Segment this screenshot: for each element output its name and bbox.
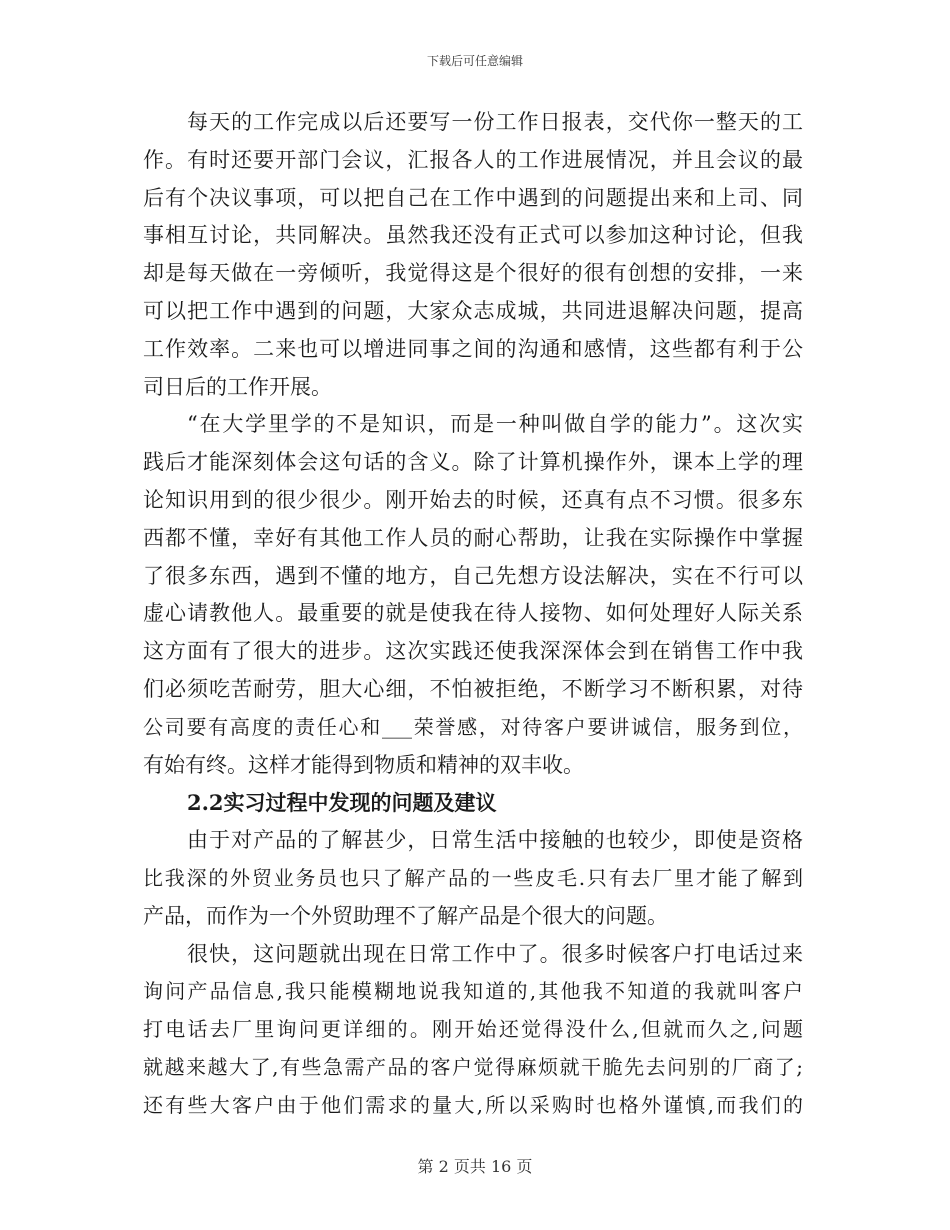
paragraph-line: 每天的工作完成以后还要写一份工作日报表，交代你一整天的工 bbox=[187, 110, 803, 134]
paragraph-line: 就越来越大了,有些急需产品的客户觉得麻烦就干脆先去问别的厂商了; bbox=[143, 1054, 803, 1079]
paragraph-line: 这方面有了很大的进步。这次实践还使我深深体会到在销售工作中我 bbox=[143, 639, 803, 664]
document-body bbox=[143, 104, 803, 1125]
paragraph-line: 打电话去厂里询问更详细的。刚开始还觉得没什么,但就而久之,问题 bbox=[143, 1017, 803, 1042]
paragraph-line: 们必须吃苦耐劳，胆大心细，不怕被拒绝，不断学习不断积累，对待 bbox=[143, 676, 803, 701]
paragraph-line: 还有些大客户由于他们需求的量大,所以采购时也格外谨慎,而我们的 bbox=[143, 1092, 803, 1117]
paragraph-line: 很快，这问题就出现在日常工作中了。很多时候客户打电话过来 bbox=[187, 941, 803, 966]
page-footer: 第 2 页共 16 页 bbox=[417, 1157, 533, 1176]
paragraph-line: “在大学里学的不是知识，而是一种叫做自学的能力”。这次实 bbox=[187, 412, 803, 437]
paragraph-line: 公司要有高度的责任心和___荣誉感，对待客户要讲诚信，服务到位， bbox=[143, 714, 803, 739]
paragraph-line: 却是每天做在一旁倾听，我觉得这是个很好的很有创想的安排，一来 bbox=[143, 261, 803, 286]
paragraph-line: 西都不懂，幸好有其他工作人员的耐心帮助，让我在实际操作中掌握 bbox=[143, 525, 803, 550]
paragraph-line: 产品，而作为一个外贸助理不了解产品是个很大的问题。 bbox=[143, 903, 668, 928]
paragraph-line: 践后才能深刻体会这句话的含义。除了计算机操作外，课本上学的理 bbox=[143, 450, 803, 475]
paragraph-line: 工作效率。二来也可以增进同事之间的沟通和感情，这些都有利于公 bbox=[143, 336, 803, 361]
paragraph-line: 司日后的工作开展。 bbox=[143, 374, 332, 399]
paragraph-line: 了很多东西，遇到不懂的地方，自己先想方设法解决，实在不行可以 bbox=[143, 563, 803, 588]
section-heading: 2.2实习过程中发现的问题及建议 bbox=[187, 790, 497, 816]
paragraph-line: 论知识用到的很少很少。刚开始去的时候，还真有点不习惯。很多东 bbox=[143, 487, 803, 512]
paragraph-line: 虚心请教他人。最重要的就是使我在待人接物、如何处理好人际关系 bbox=[143, 601, 803, 626]
paragraph-line: 询问产品信息,我只能模糊地说我知道的,其他我不知道的我就叫客户 bbox=[143, 979, 803, 1004]
paragraph-line: 作。有时还要开部门会议，汇报各人的工作进展情况，并且会议的最 bbox=[143, 147, 803, 172]
paragraph-line: 由于对产品的了解甚少，日常生活中接触的也较少，即使是资格 bbox=[187, 828, 803, 853]
paragraph-line: 后有个决议事项，可以把自己在工作中遇到的问题提出来和上司、同 bbox=[143, 185, 803, 210]
paragraph-line: 可以把工作中遇到的问题，大家众志成城，共同进退解决问题，提高 bbox=[143, 298, 803, 323]
page-header: 下载后可任意编辑 bbox=[426, 54, 523, 68]
paragraph-line: 比我深的外贸业务员也只了解产品的一些皮毛.只有去厂里才能了解到 bbox=[143, 865, 803, 890]
paragraph-line: 事相互讨论，共同解决。虽然我还没有正式可以参加这种讨论，但我 bbox=[143, 223, 803, 248]
paragraph-line: 有始有终。这样才能得到物质和精神的双丰收。 bbox=[143, 752, 584, 777]
